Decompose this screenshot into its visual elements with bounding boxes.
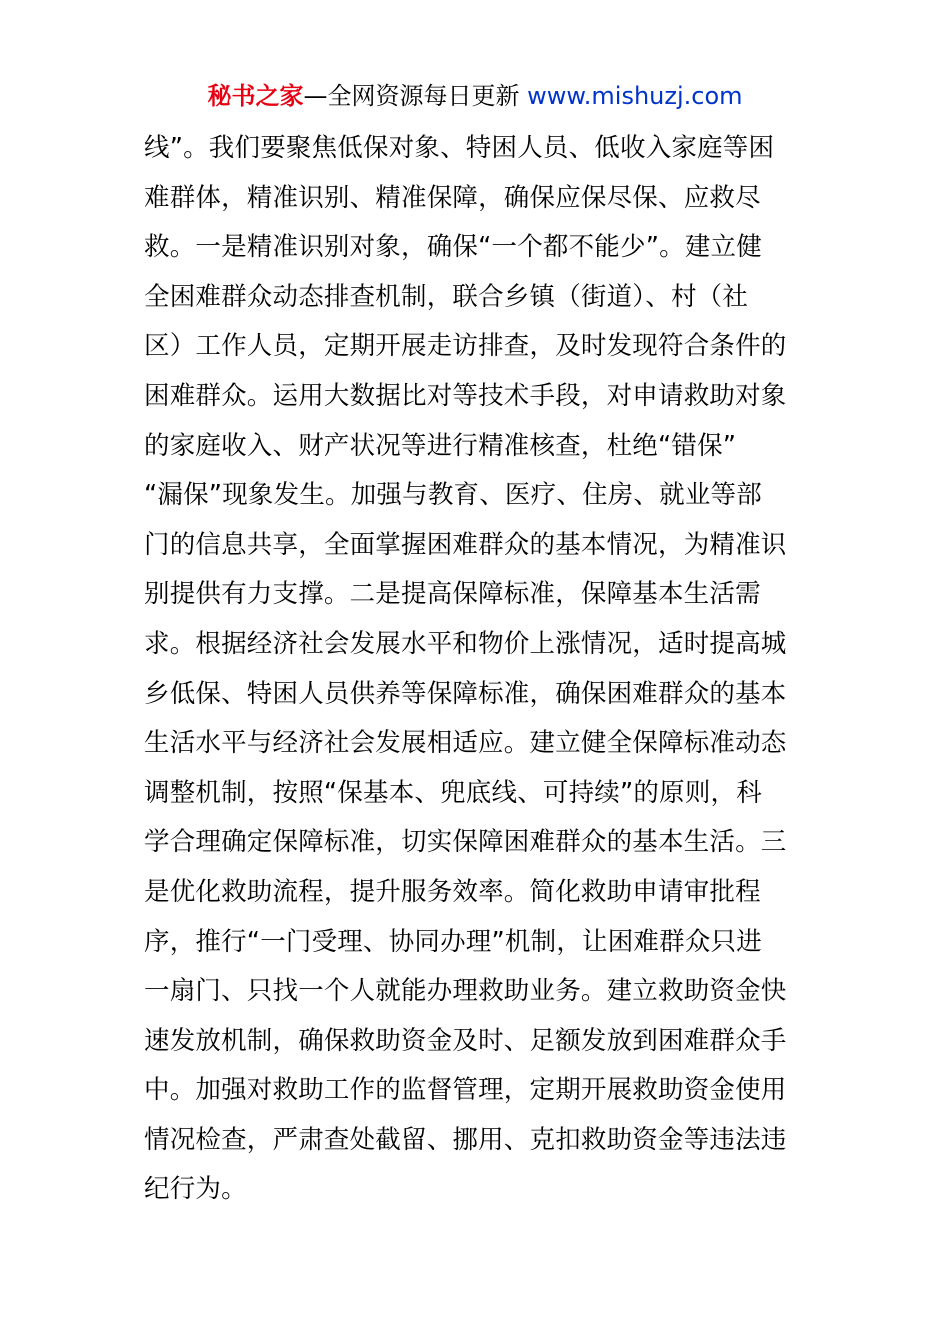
body-line: 困难群众。运用大数据比对等技术手段，对申请救助对象: [144, 380, 787, 411]
site-brand: 秘书之家: [207, 82, 304, 110]
body-line: 救。一是精准识别对象，确保“一个都不能少”。建立健: [144, 232, 762, 263]
body-line: 是优化救助流程，提升服务效率。简化救助申请审批程: [144, 876, 761, 907]
body-line: 难群体，精准识别、精准保障，确保应保尽保、应救尽: [144, 182, 761, 213]
body-line: 中。加强对救助工作的监督管理，定期开展救助资金使用: [144, 1075, 787, 1106]
body-line: 别提供有力支撑。二是提高保障标准，保障基本生活需: [144, 579, 761, 610]
body-line: “漏保”现象发生。加强与教育、医疗、住房、就业等部: [144, 480, 762, 511]
site-tagline: —全网资源每日更新: [303, 82, 520, 110]
body-line: 序，推行“一门受理、协同办理”机制，让困难群众只进: [144, 926, 762, 957]
body-line: 门的信息共享，全面掌握困难群众的基本情况，为精准识: [144, 529, 787, 560]
body-line: 求。根据经济社会发展水平和物价上涨情况，适时提高城: [144, 628, 787, 659]
body-line: 情况检查，严肃查处截留、挪用、克扣救助资金等违法违: [144, 1124, 787, 1155]
body-line: 乡低保、特困人员供养等保障标准，确保困难群众的基本: [144, 678, 787, 709]
body-line: 区）工作人员，定期开展走访排查，及时发现符合条件的: [144, 331, 787, 362]
body-line: 线”。我们要聚焦低保对象、特困人员、低收入家庭等困: [144, 133, 775, 163]
document-body: [144, 124, 809, 1215]
body-line: 生活水平与经济社会发展相适应。建立健全保障标准动态: [144, 728, 787, 759]
body-line: 学合理确定保障标准，切实保障困难群众的基本生活。三: [144, 827, 787, 858]
body-line: 速发放机制，确保救助资金及时、足额发放到困难群众手: [144, 1025, 787, 1056]
body-line: 全困难群众动态排查机制，联合乡镇（街道）、村（社: [144, 281, 749, 312]
page-header: [0, 80, 950, 112]
site-url-link[interactable]: www.mishuzj.com: [527, 82, 743, 110]
body-line: 纪行为。: [144, 1174, 247, 1205]
body-line: 调整机制，按照“保基本、兜底线、可持续”的原则，科: [144, 777, 762, 808]
body-line: 的家庭收入、财产状况等进行精准核查，杜绝“错保”: [144, 430, 737, 461]
body-line: 一扇门、只找一个人就能办理救助业务。建立救助资金快: [144, 976, 787, 1007]
